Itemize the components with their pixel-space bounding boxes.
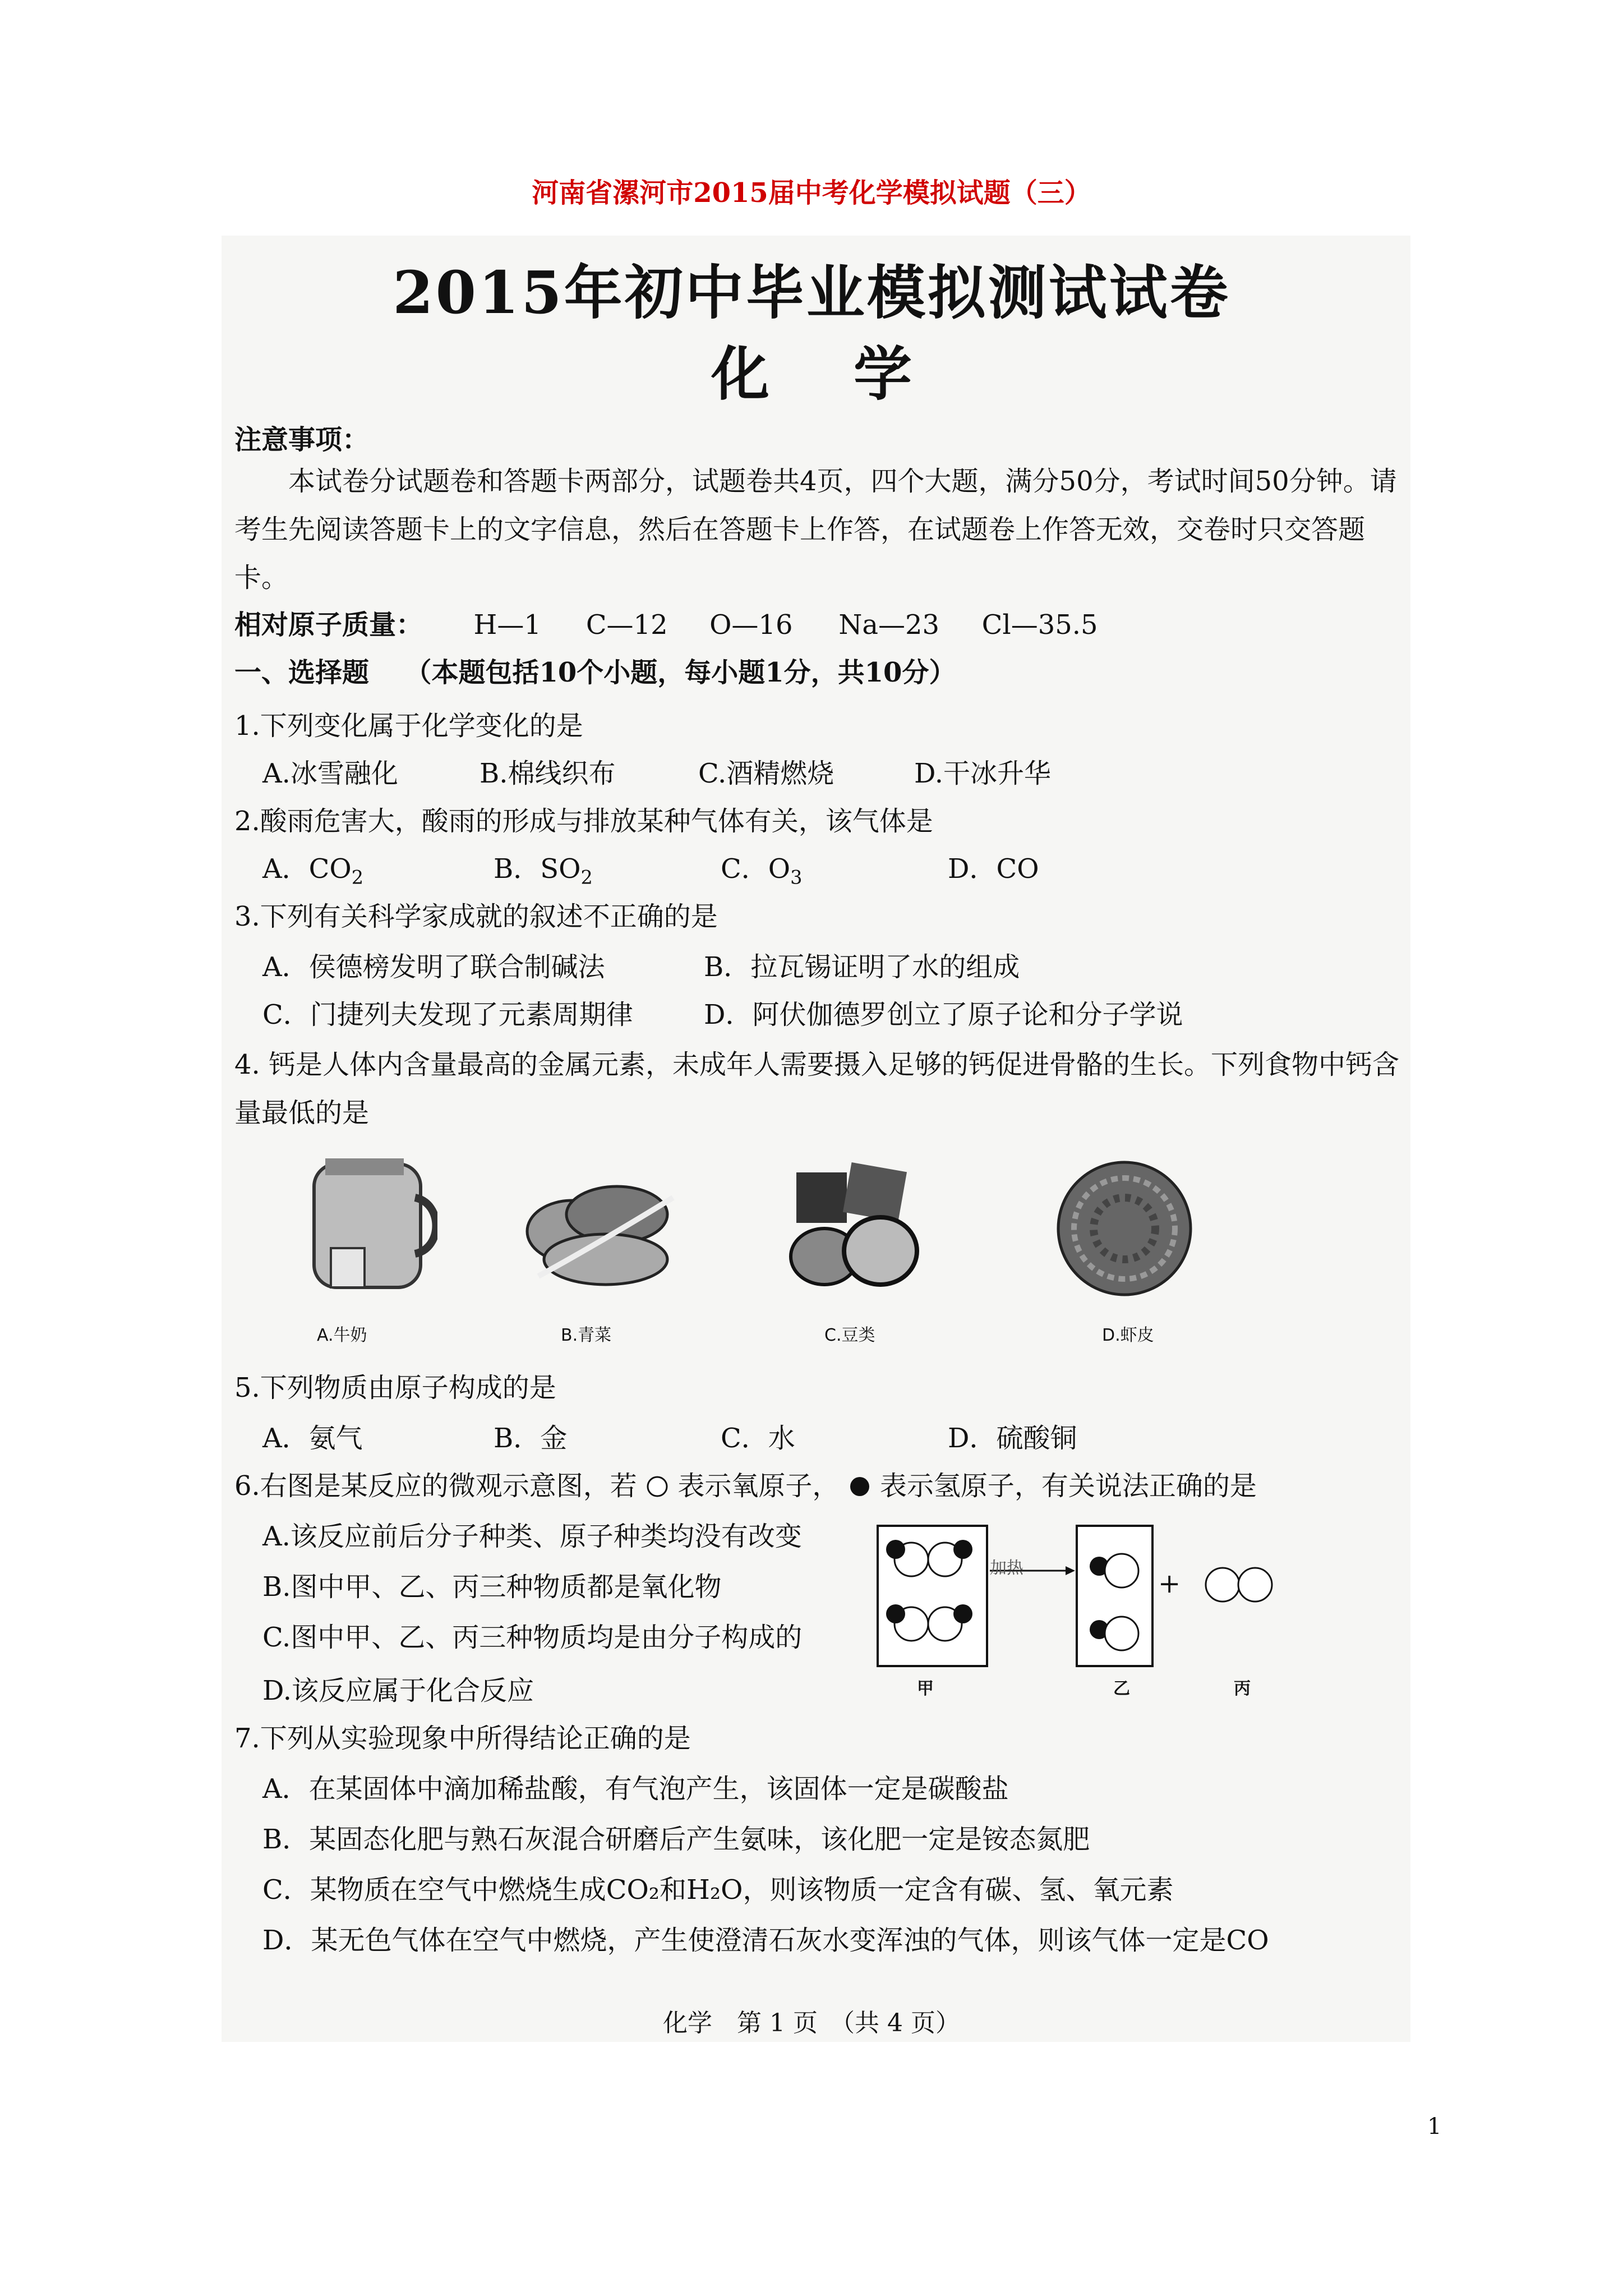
question-1-option: B.棉线织布: [479, 758, 616, 789]
question-1-option: C.酒精燃烧: [698, 758, 834, 789]
atomic-mass-item: C—12: [585, 609, 668, 641]
question-2-option: D．CO: [948, 853, 1039, 885]
arrow-label: 加热: [990, 1558, 1023, 1578]
atomic-mass-row: [234, 603, 1098, 642]
question-2-stem: 2.酸雨危害大，酸雨的形成与排放某种气体有关，该气体是: [234, 806, 933, 837]
atomic-mass-label: 相对原子质量：: [234, 609, 423, 641]
page-number: 1: [1427, 2114, 1442, 2139]
question-5-option: C．水: [721, 1423, 795, 1454]
question-6-option: A.该反应前后分子种类、原子种类均没有改变: [262, 1521, 802, 1552]
atomic-mass-item: H—1: [473, 609, 541, 641]
question-4-stem: 4. 钙是人体内含量最高的金属元素，未成年人需要摄入足够的钙促进骨骼的生长。下列食物中钙含量最低的是: [234, 1049, 1400, 1129]
question-3-stem: 3.下列有关科学家成就的叙述不正确的是: [234, 901, 718, 932]
question-5-option: A．氨气: [262, 1423, 363, 1454]
question-1-stem: 1.下列变化属于化学变化的是: [234, 710, 583, 742]
question-3-option: B．拉瓦锡证明了水的组成: [704, 951, 1020, 983]
section-desc: （本题包括10个小题，每小题1分，共10分）: [404, 657, 956, 688]
page-footer: 化学 第 1 页 （共 4 页）: [663, 2009, 960, 2037]
image-caption: C.豆类: [824, 1326, 875, 1345]
beans-image: [785, 1161, 925, 1296]
question-6-option: C.图中甲、乙、丙三种物质均是由分子构成的: [262, 1622, 803, 1653]
question-2-option: B．$SO_2$: [494, 853, 593, 889]
question-7-option: B．某固态化肥与熟石灰混合研磨后产生氨味，该化肥一定是铵态氮肥: [262, 1824, 1090, 1855]
section-heading: [234, 651, 956, 689]
image-caption: D.虾皮: [1102, 1326, 1154, 1345]
question-3-option: A．侯德榜发明了联合制碱法: [262, 951, 605, 983]
vegetables-image: [522, 1164, 684, 1299]
question-1-option: A.冰雪融化: [262, 758, 398, 789]
question-5-option: D．硫酸铜: [948, 1423, 1077, 1454]
diagram-label: 乙: [1113, 1679, 1130, 1699]
filled-circle-icon: [848, 1475, 872, 1498]
question-7-option: A．在某固体中滴加稀盐酸，有气泡产生，该固体一定是碳酸盐: [262, 1773, 1009, 1805]
question-2-option: A．$CO_2$: [262, 853, 364, 889]
question-3-option: C．门捷列夫发现了元素周期律: [262, 999, 633, 1030]
question-5-stem: 5.下列物质由原子构成的是: [234, 1372, 556, 1404]
question-7-option: D．某无色气体在空气中燃烧，产生使澄清石灰水变浑浊的气体，则该气体一定是CO: [262, 1925, 1269, 1956]
section-title: 一、选择题: [234, 657, 370, 688]
notes-body: 本试卷分试题卷和答题卡两部分，试题卷共4页，四个大题，满分50分，考试时间50分钟。请考生先阅读答题卡上的文字信息，然后在答题卡上作答，在试题卷上作答无效，交卷时只交答题卡。: [234, 466, 1397, 593]
image-caption: B.青菜: [561, 1326, 612, 1345]
subject-title: 化学: [711, 339, 996, 408]
question-6-option: B.图中甲、乙、丙三种物质都是氧化物: [262, 1571, 722, 1603]
reaction-diagram: [872, 1515, 1298, 1694]
shrimp-image: [1054, 1158, 1195, 1299]
atomic-mass-item: Na—23: [838, 609, 940, 641]
question-7-stem: 7.下列从实验现象中所得结论正确的是: [234, 1723, 691, 1754]
question-6-option: D.该反应属于化合反应: [262, 1675, 534, 1706]
atomic-mass-item: Cl—35.5: [981, 609, 1098, 641]
question-3-option: D．阿伏伽德罗创立了原子论和分子学说: [704, 999, 1183, 1030]
notes-heading: 注意事项：: [234, 424, 370, 455]
document-title: 河南省漯河市2015届中考化学模拟试题（三）: [532, 177, 1091, 209]
diagram-label: 甲: [917, 1679, 934, 1699]
question-6-stem: 6.右图是某反应的微观示意图，若 表示氧原子， 表示氢原子，有关说法正确的是: [234, 1470, 1257, 1502]
milk-jug-image: [308, 1153, 437, 1299]
plus-sign: +: [1158, 1568, 1181, 1599]
open-circle-icon: [645, 1475, 669, 1498]
image-caption: A.牛奶: [317, 1326, 367, 1345]
question-1-option: D.干冰升华: [914, 758, 1052, 789]
question-5-option: B．金: [494, 1423, 568, 1454]
atomic-mass-item: O—16: [709, 609, 793, 641]
exam-title: 2015年初中毕业模拟测试试卷: [393, 258, 1230, 327]
question-2-option: C．$O_3$: [721, 853, 803, 889]
question-7-option: C．某物质在空气中燃烧生成CO₂和H₂O，则该物质一定含有碳、氢、氧元素: [262, 1874, 1174, 1906]
diagram-label: 丙: [1234, 1679, 1251, 1699]
